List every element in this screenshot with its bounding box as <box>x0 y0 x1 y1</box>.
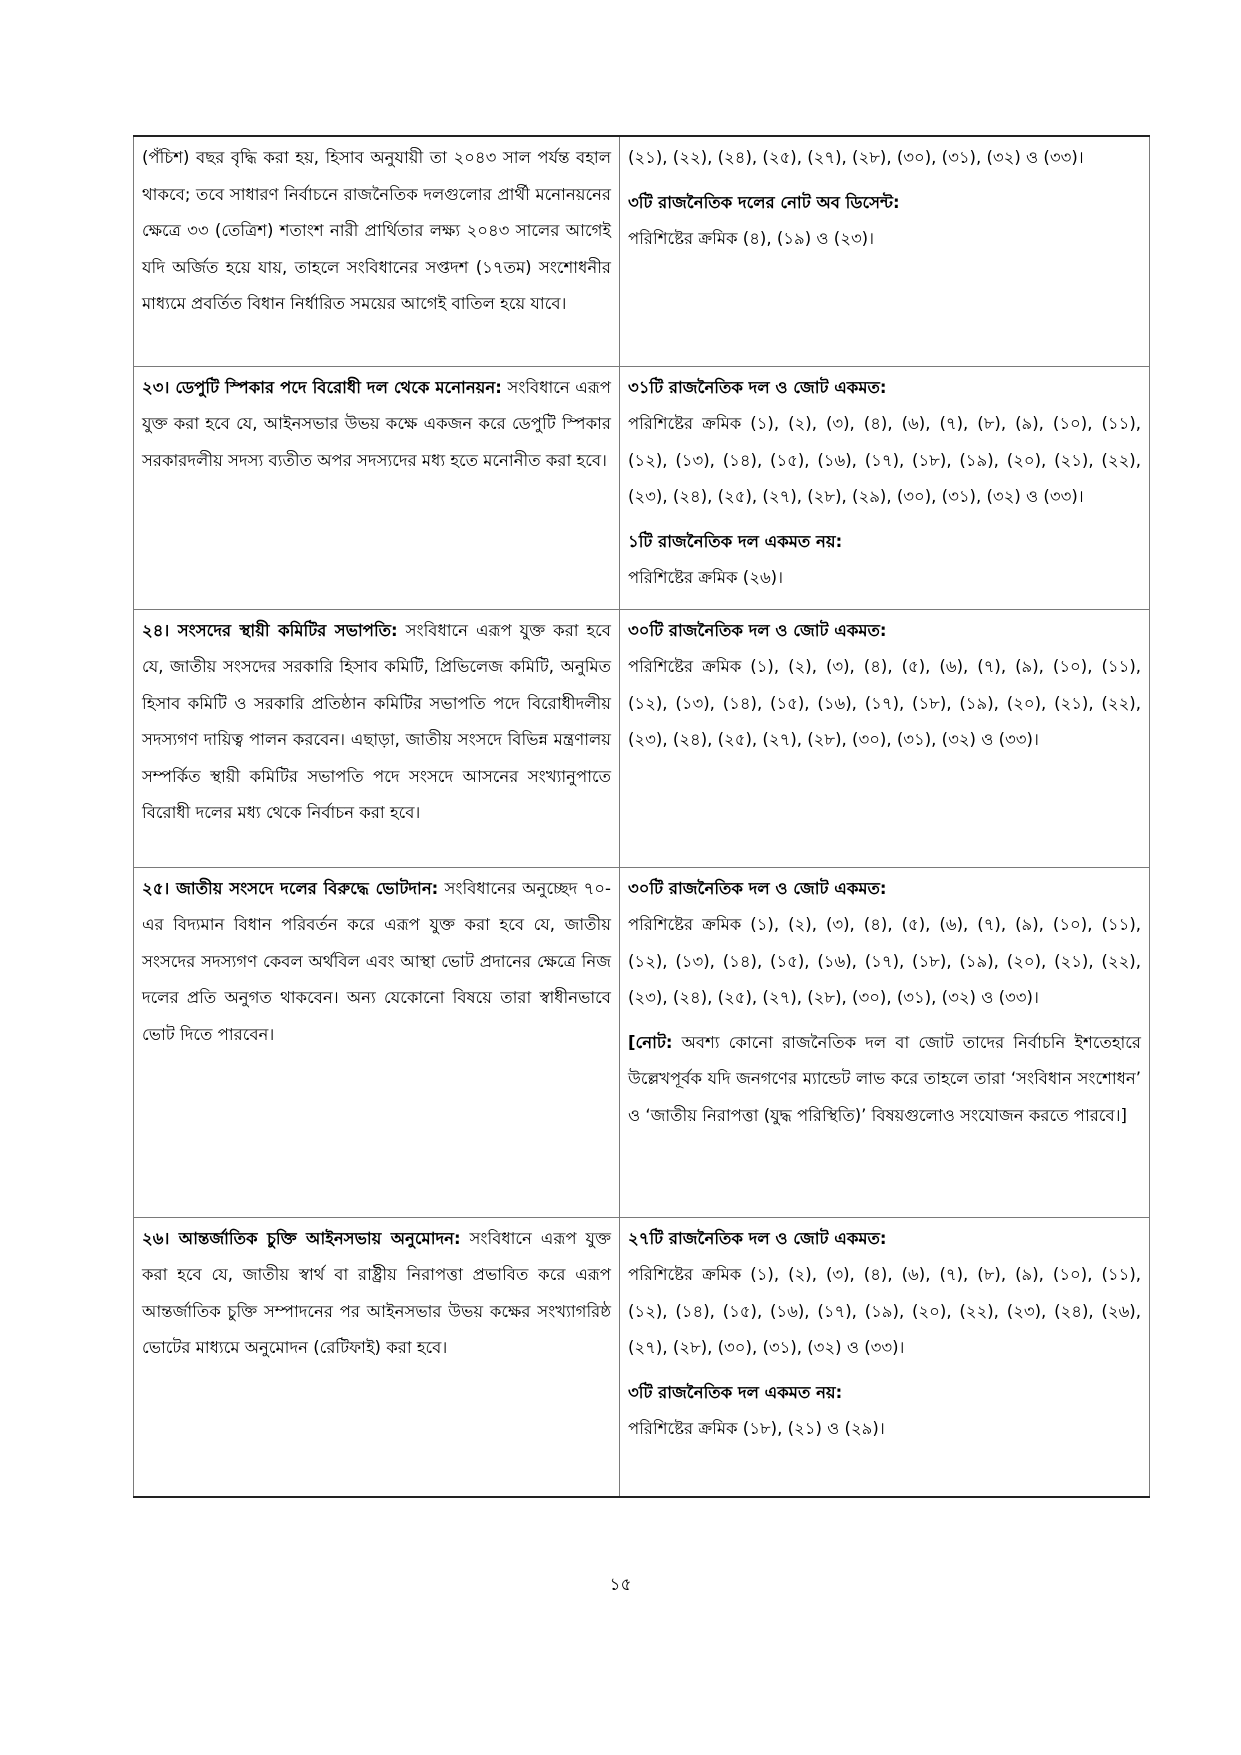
block-title: ২৭টি রাজনৈতিক দল ও জোট একমত: <box>628 1228 887 1248</box>
proposal-body: সংবিধানে এরূপ যুক্ত করা হবে যে, জাতীয় সংসদের সরকারি হিসাব কমিটি, প্রিভিলেজ কমিটি, অনুমিত হিসাব কমিটি ও সরকারি প্রতিষ্ঠান কমিটির সভাপতি পদে বিরোধীদলীয় সদস্যগণ দায়িত্ব পালন করবেন। এছাড়া, জাতীয় সংসদে বিভিন্ন মন্ত্রণালয় সম্পর্কিত স্থায়ী কমিটির সভাপতি পদে সংসদে আসনের সংখ্যানুপাতে বিরোধী দলের মধ্য থেকে নির্বাচন করা হবে। <box>142 620 611 822</box>
agreement-block <box>628 1221 1141 1367</box>
party-list: পরিশিষ্টের ক্রমিক (১), (২), (৩), (৪), (৫), (৬), (৭), (৯), (১০), (১১), (১২), (১৩), (১৪), (১৫), (১৬), (১৭), (১৮), (১৯), (২০), (২১), (২২), (২৩), (২৪), (২৫), (২৭), (২৮), (৩০), (৩১), (৩২) ও (৩৩)। <box>628 657 1141 749</box>
proposal-cell <box>134 609 620 867</box>
proposal-body: সংবিধানের অনুচ্ছেদ ৭০-এর বিদ্যমান বিধান পরিবর্তন করে এরূপ যুক্ত করা হবে যে, জাতীয় সংসদের সদস্যগণ কেবল অর্থবিল এবং আস্থা ভোট প্রদানের ক্ষেত্রে নিজ দলের প্রতি অনুগত থাকবেন। অন্য যেকোনো বিষয়ে তারা স্বাধীনভাবে ভোট দিতে পারবেন। <box>142 878 611 1044</box>
note-label: [নোট: <box>628 1032 673 1052</box>
party-list: পরিশিষ্টের ক্রমিক (১), (২), (৩), (৪), (৬), (৭), (৮), (৯), (১০), (১১), (১২), (১৪), (১৫), (১৬), (১৭), (১৯), (২০), (২২), (২৩), (২৪), (২৬), (২৭), (২৮), (৩০), (৩১), (৩২) ও (৩৩)। <box>628 1265 1141 1357</box>
table-row <box>134 366 1150 609</box>
agreement-cell <box>620 136 1150 366</box>
proposal-heading: ২৫। জাতীয় সংসদে দলের বিরুদ্ধে ভোটদান: <box>142 878 439 898</box>
proposal-body: (পঁচিশ) বছর বৃদ্ধি করা হয়, হিসাব অনুযায়ী তা ২০৪৩ সাল পর্যন্ত বহাল থাকবে; তবে সাধারণ নির্বাচনে রাজনৈতিক দলগুলোর প্রার্থী মনোনয়নের ক্ষেত্রে ৩৩ (তেত্রিশ) শতাংশ নারী প্রার্থিতার লক্ষ্য ২০৪৩ সালের আগেই যদি অর্জিত হয়ে যায়, তাহলে সংবিধানের সপ্তদশ (১৭তম) সংশোধনীর মাধ্যমে প্রবর্তিত বিধান নির্ধারিত সময়ের আগেই বাতিল হয়ে যাবে। <box>142 148 611 313</box>
block-title: ৩১টি রাজনৈতিক দল ও জোট একমত: <box>628 377 887 397</box>
proposal-heading: ২৬। আন্তর্জাতিক চুক্তি আইনসভায় অনুমোদন: <box>142 1228 461 1248</box>
proposal-cell <box>134 1217 620 1497</box>
agreement-cell <box>620 1217 1150 1497</box>
party-list: (২১), (২২), (২৪), (২৫), (২৭), (২৮), (৩০), (৩১), (৩২) ও (৩৩)। <box>628 148 1084 167</box>
table-row <box>134 609 1150 867</box>
party-list: পরিশিষ্টের ক্রমিক (২৬)। <box>628 568 784 587</box>
block-title: ৩টি রাজনৈতিক দল একমত নয়: <box>628 1382 843 1402</box>
dissent-block <box>628 185 1141 258</box>
page-number: ১৫ <box>609 1575 632 1595</box>
table-row <box>134 867 1150 1217</box>
proposal-cell <box>134 366 620 609</box>
agreement-block <box>628 613 1141 759</box>
block-title: ৩০টি রাজনৈতিক দল ও জোট একমত: <box>628 878 887 898</box>
proposal-cell <box>134 867 620 1217</box>
party-list: পরিশিষ্টের ক্রমিক (১), (২), (৩), (৪), (৫), (৬), (৭), (৯), (১০), (১১), (১২), (১৩), (১৪), (১৫), (১৬), (১৭), (১৮), (১৯), (২০), (২১), (২২), (২৩), (২৪), (২৫), (২৭), (২৮), (৩০), (৩১), (৩২) ও (৩৩)। <box>628 915 1141 1007</box>
block-title: ৩০টি রাজনৈতিক দল ও জোট একমত: <box>628 620 887 640</box>
proposal-table <box>133 135 1150 1498</box>
note-block <box>628 1025 1141 1135</box>
proposal-heading: ২৩। ডেপুটি স্পিকার পদে বিরোধী দল থেকে মনোনয়ন: <box>142 377 502 397</box>
proposal-body: সংবিধানে এরূপ যুক্ত করা হবে যে, আইনসভার উভয় কক্ষে একজন করে ডেপুটি স্পিকার সরকারদলীয় সদস্য ব্যতীত অপর সদস্যদের মধ্য হতে মনোনীত করা হবে। <box>142 377 611 470</box>
block-title: ১টি রাজনৈতিক দল একমত নয়: <box>628 531 843 551</box>
party-list: পরিশিষ্টের ক্রমিক (৪), (১৯) ও (২৩)। <box>628 229 875 248</box>
agreement-cell <box>620 609 1150 867</box>
party-list: পরিশিষ্টের ক্রমিক (১৮), (২১) ও (২৯)। <box>628 1419 885 1438</box>
agreement-cell <box>620 366 1150 609</box>
proposal-cell <box>134 136 620 366</box>
agreement-block <box>628 140 1141 177</box>
party-list: পরিশিষ্টের ক্রমিক (১), (২), (৩), (৪), (৬), (৭), (৮), (৯), (১০), (১১), (১২), (১৩), (১৪), (১৫), (১৬), (১৭), (১৮), (১৯), (২০), (২১), (২২), (২৩), (২৪), (২৫), (২৭), (২৮), (২৯), (৩০), (৩১), (৩২) ও (৩৩)। <box>628 414 1141 506</box>
proposal-heading: ২৪। সংসদের স্থায়ী কমিটির সভাপতি: <box>142 620 398 640</box>
disagreement-block <box>628 1375 1141 1448</box>
block-title: ৩টি রাজনৈতিক দলের নোট অব ডিসেন্ট: <box>628 192 900 212</box>
disagreement-block <box>628 524 1141 597</box>
note-text: অবশ্য কোনো রাজনৈতিক দল বা জোট তাদের নির্বাচনি ইশতেহারে উল্লেখপূর্বক যদি জনগণের ম্যান্ডেট লাভ করে তাহলে তারা ‘সংবিধান সংশোধন’ ও ‘জাতীয় নিরাপত্তা (যুদ্ধ পরিস্থিতি)’ বিষয়গুলোও সংযোজন করতে পারবে।] <box>628 1032 1141 1125</box>
table-row <box>134 136 1150 366</box>
table-row <box>134 1217 1150 1497</box>
agreement-block <box>628 370 1141 516</box>
agreement-block <box>628 871 1141 1017</box>
proposal-body: সংবিধানে এরূপ যুক্ত করা হবে যে, জাতীয় স্বার্থ বা রাষ্ট্রীয় নিরাপত্তা প্রভাবিত করে এরূপ আন্তর্জাতিক চুক্তি সম্পাদনের পর আইনসভার উভয় কক্ষের সংখ্যাগরিষ্ঠ ভোটের মাধ্যমে অনুমোদন (রেটিফাই) করা হবে। <box>142 1228 611 1357</box>
agreement-cell <box>620 867 1150 1217</box>
